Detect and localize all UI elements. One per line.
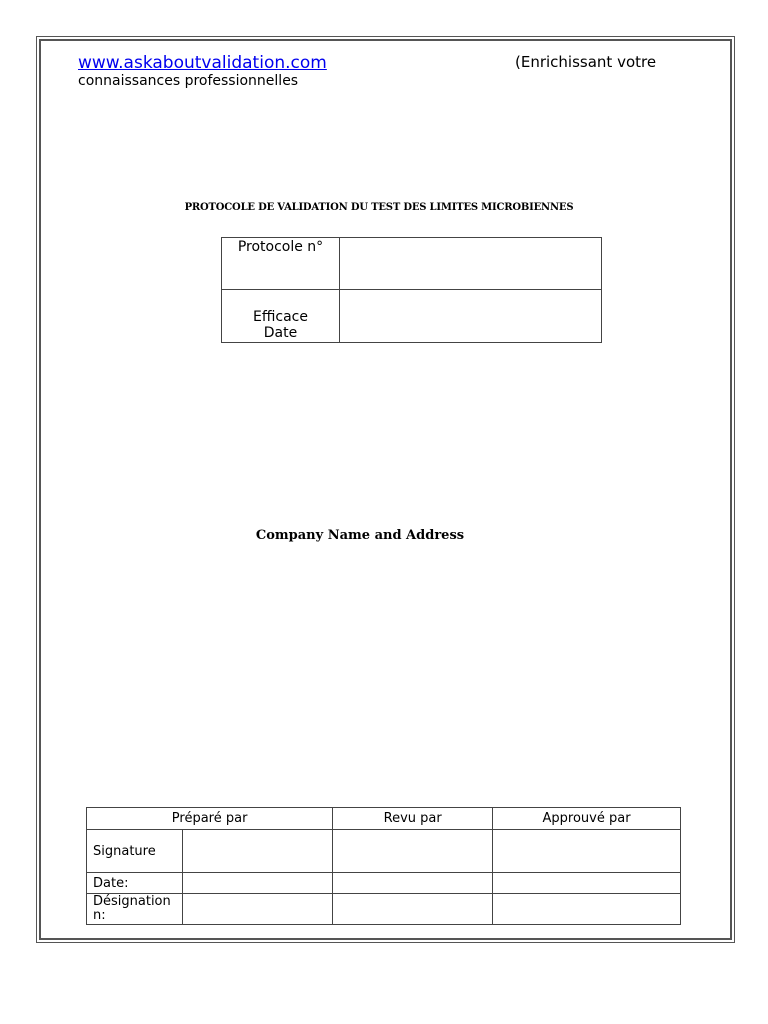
- designation-approved-cell[interactable]: [493, 894, 681, 925]
- header-tagline: (Enrichissant votre: [515, 53, 657, 71]
- website-link[interactable]: www.askaboutvalidation.com: [78, 53, 327, 73]
- date-label: Date:: [87, 873, 183, 894]
- page-border-inner: [39, 39, 732, 940]
- protocol-number-value[interactable]: [340, 238, 602, 290]
- signature-label: Signature: [87, 830, 183, 873]
- date-row: [87, 873, 681, 894]
- designation-label: Désignation n:: [87, 894, 183, 925]
- company-name-address: Company Name and Address: [255, 528, 465, 543]
- designation-prepared-cell[interactable]: [182, 894, 332, 925]
- approval-header-row: [87, 808, 681, 830]
- effective-date-row: [222, 290, 602, 343]
- signature-approved-cell[interactable]: [493, 830, 681, 873]
- date-reviewed-cell[interactable]: [333, 873, 493, 894]
- date-approved-cell[interactable]: [493, 873, 681, 894]
- signature-reviewed-cell[interactable]: [333, 830, 493, 873]
- protocol-info-table: [221, 237, 602, 343]
- header-subline: connaissances professionnelles: [78, 73, 299, 89]
- effective-date-label: [222, 290, 340, 343]
- reviewed-by-header: Revu par: [333, 808, 493, 830]
- approved-by-header: Approuvé par: [493, 808, 681, 830]
- protocol-number-row: [222, 238, 602, 290]
- protocol-number-label: Protocole n°: [222, 238, 340, 290]
- designation-row: [87, 894, 681, 925]
- approval-signature-table: [86, 807, 681, 925]
- prepared-by-header: Préparé par: [87, 808, 333, 830]
- effective-date-value[interactable]: [340, 290, 602, 343]
- document-title: PROTOCOLE DE VALIDATION DU TEST DES LIMITES MICROBIENNES: [184, 202, 574, 213]
- effective-date-label-line2: Date: [263, 325, 298, 341]
- signature-row: [87, 830, 681, 873]
- signature-prepared-cell[interactable]: [182, 830, 332, 873]
- date-prepared-cell[interactable]: [182, 873, 332, 894]
- designation-reviewed-cell[interactable]: [333, 894, 493, 925]
- effective-date-label-line1: Efficace: [253, 309, 308, 325]
